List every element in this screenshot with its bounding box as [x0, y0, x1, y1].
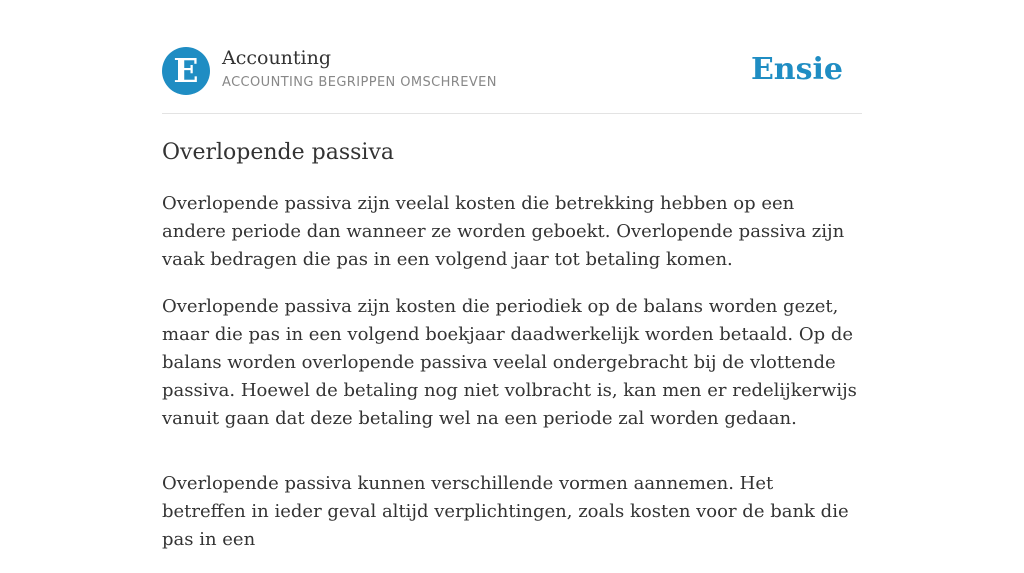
page — [162, 0, 862, 550]
paragraph: Overlopende passiva zijn kosten die periodiek op de balans worden gezet, maar die pas in een volgend boekjaar daadwerkelijk worden betaald. Op de balans worden overlopende passiva veelal ondergebracht bij de vlottende passiva. Hoewel de betaling nog niet volbracht is, kan men er redelijkerwijs vanuit gaan dat deze betaling wel na een periode zal worden gedaan. — [162, 296, 857, 429]
site-logo[interactable]: E — [162, 47, 210, 95]
site-header — [162, 0, 862, 114]
article-title: Overlopende passiva — [162, 140, 395, 165]
site-title[interactable]: Accounting — [222, 47, 332, 69]
article-body — [162, 190, 862, 573]
site-subtitle: ACCOUNTING BEGRIPPEN OMSCHREVEN — [222, 75, 497, 90]
paragraph: Overlopende passiva zijn veelal kosten die betrekking hebben op een andere periode dan wanneer ze worden geboekt. Overlopende passiva zijn vaak bedragen die pas in een volgend jaar tot betaling komen. — [162, 193, 845, 270]
paragraph: Overlopende passiva kunnen verschillende vormen aannemen. Het betreffen in ieder geval altijd verplichtingen, zoals kosten voor de bank die pas in een — [162, 473, 849, 550]
brand-logo[interactable]: Ensie — [750, 52, 843, 87]
